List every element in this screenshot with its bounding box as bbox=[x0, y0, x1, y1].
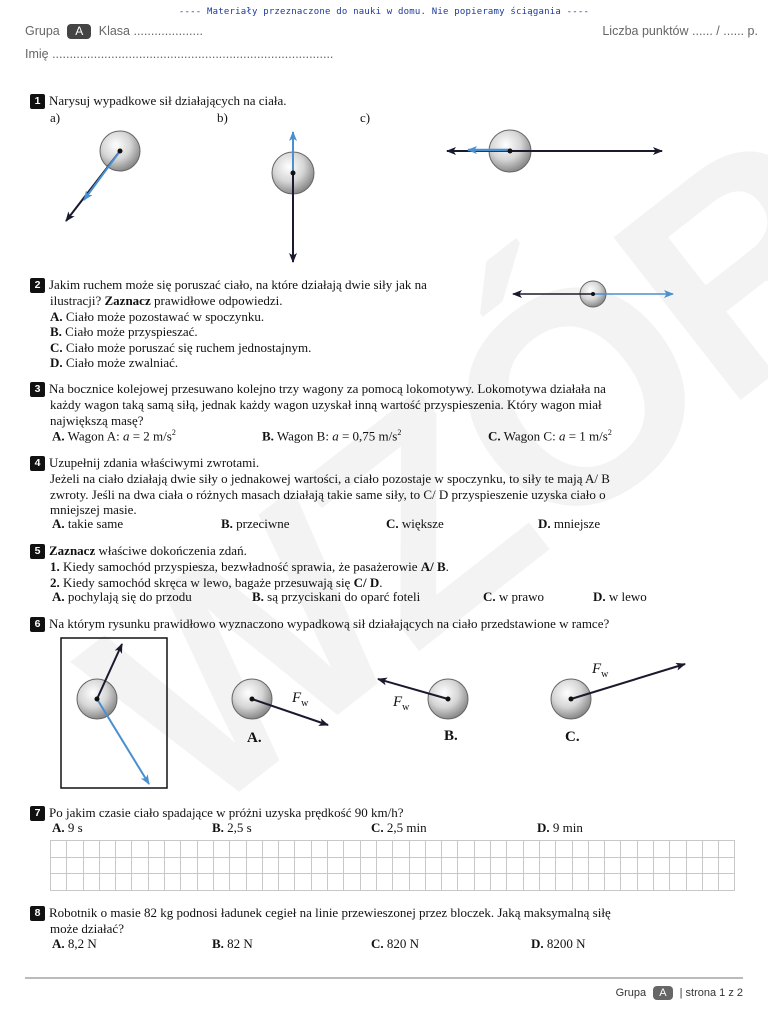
option-text: 9 s bbox=[64, 820, 83, 835]
question-2 bbox=[30, 277, 490, 371]
grid-cell[interactable] bbox=[132, 841, 148, 858]
option-letter: A. bbox=[52, 428, 65, 444]
question-number: 2 bbox=[30, 278, 45, 293]
grid-cell[interactable] bbox=[230, 857, 246, 874]
option-letter: D. bbox=[50, 355, 63, 370]
option-text: Wagon C: bbox=[500, 428, 559, 444]
grid-cell[interactable] bbox=[132, 857, 148, 874]
grid-cell[interactable] bbox=[523, 841, 539, 858]
question-text: Po jakim czasie ciało spadające w próżni uzyska prędkość 90 km/h? bbox=[49, 805, 404, 820]
grid-cell[interactable] bbox=[621, 857, 637, 874]
grid-cell[interactable] bbox=[442, 841, 458, 858]
q3-option-a[interactable] bbox=[52, 428, 176, 444]
force-symbol: F bbox=[292, 690, 302, 706]
option-d[interactable] bbox=[30, 355, 490, 371]
grid-cell[interactable] bbox=[279, 857, 295, 874]
question-text-line1: Jakim ruchem może się poruszać ciało, na które działają dwie siły jak na bbox=[49, 277, 427, 292]
grid-cell[interactable] bbox=[491, 874, 507, 891]
sentence-1 bbox=[30, 559, 750, 575]
group-badge: A bbox=[67, 24, 91, 39]
option-letter: D. bbox=[537, 820, 550, 835]
grid-cell[interactable] bbox=[588, 857, 604, 874]
option-text: pochylają się do przodu bbox=[64, 589, 192, 604]
option-letter: C. bbox=[371, 820, 384, 835]
grid-cell[interactable] bbox=[295, 874, 311, 891]
q1-label-b: b) bbox=[217, 110, 228, 125]
option-letter: D. bbox=[593, 589, 606, 604]
option-c[interactable] bbox=[30, 340, 490, 356]
option-text: Wagon A: bbox=[64, 428, 123, 444]
option-variable: a bbox=[122, 428, 130, 444]
grid-cell[interactable] bbox=[458, 841, 474, 858]
grid-cell[interactable] bbox=[213, 841, 229, 858]
option-text: 9 min bbox=[549, 820, 583, 835]
question-number: 4 bbox=[30, 456, 45, 471]
grid-cell[interactable] bbox=[393, 857, 409, 874]
grid-cell[interactable] bbox=[197, 857, 213, 874]
question-text-line3: zwroty. Jeśli na dwa ciała o różnych masach działają takie same siły, to C/ D przyspieszenie uzyska ciało o bbox=[50, 486, 606, 502]
question-text: właściwe dokończenia zdań. bbox=[95, 543, 247, 558]
q5-option-c[interactable] bbox=[483, 589, 544, 605]
q7-option-c[interactable] bbox=[371, 820, 427, 836]
grid-cell[interactable] bbox=[539, 841, 555, 858]
q4-option-d[interactable] bbox=[538, 516, 600, 532]
grid-row bbox=[51, 841, 735, 858]
q6-answer-b[interactable]: B. bbox=[444, 728, 458, 744]
q3-option-c[interactable] bbox=[488, 428, 612, 444]
grid-cell[interactable] bbox=[311, 874, 327, 891]
question-text-line2: Jeżeli na ciało działają dwie siły o jednakowej wartości, a ciało pozostaje w spoczynku, to siły te mają A/ B bbox=[50, 471, 610, 486]
grid-cell[interactable] bbox=[328, 857, 344, 874]
footer-group-label: Grupa bbox=[615, 987, 647, 999]
q1-figure-c bbox=[447, 130, 662, 172]
option-letter: A. bbox=[52, 516, 65, 531]
grid-cell[interactable] bbox=[393, 841, 409, 858]
option-letter: A. bbox=[52, 820, 65, 835]
grid-cell[interactable] bbox=[344, 874, 360, 891]
option-letter: B. bbox=[212, 820, 224, 835]
grid-cell[interactable] bbox=[132, 874, 148, 891]
question-number: 8 bbox=[30, 906, 45, 921]
q3-option-b[interactable] bbox=[262, 428, 401, 444]
grid-cell[interactable] bbox=[99, 857, 115, 874]
option-b[interactable] bbox=[30, 324, 490, 340]
grid-cell[interactable] bbox=[686, 841, 702, 858]
grid-cell[interactable] bbox=[458, 874, 474, 891]
grid-cell[interactable] bbox=[328, 874, 344, 891]
grid-cell[interactable] bbox=[181, 874, 197, 891]
sentence-end: . bbox=[379, 574, 383, 590]
q6-force-label-c bbox=[592, 661, 608, 680]
option-letter: C. bbox=[386, 516, 399, 531]
grid-cell[interactable] bbox=[442, 874, 458, 891]
grid-cell[interactable] bbox=[51, 841, 67, 858]
q6-answer-c[interactable]: C. bbox=[565, 729, 580, 745]
grid-cell[interactable] bbox=[556, 874, 572, 891]
grid-cell[interactable] bbox=[409, 857, 425, 874]
grid-cell[interactable] bbox=[670, 874, 686, 891]
page-number: | strona 1 z 2 bbox=[679, 987, 743, 999]
q1-figure-b bbox=[272, 132, 314, 262]
question-number: 3 bbox=[30, 382, 45, 397]
grid-cell[interactable] bbox=[376, 874, 392, 891]
question-text-line3: największą masę? bbox=[50, 412, 144, 428]
grid-cell[interactable] bbox=[230, 841, 246, 858]
sentence-2 bbox=[30, 575, 750, 591]
grid-cell[interactable] bbox=[637, 841, 653, 858]
question-text-line2: każdy wagon taką samą siłą, jednak każdy wagon uzyskał inną wartość przyspieszenia. Który wagon miał bbox=[50, 397, 602, 412]
option-text: 2,5 s bbox=[223, 820, 252, 835]
option-exponent: 2 bbox=[171, 428, 176, 437]
q4-option-b[interactable] bbox=[221, 516, 290, 532]
grid-cell[interactable] bbox=[556, 857, 572, 874]
grid-cell[interactable] bbox=[491, 857, 507, 874]
option-letter: A. bbox=[52, 936, 65, 951]
grid-cell[interactable] bbox=[246, 874, 262, 891]
question-text-line1: Robotnik o masie 82 kg podnosi ładunek cegieł na linie przewieszonej przez bloczek. Jaką maksymalną siłę bbox=[49, 905, 611, 920]
grid-cell[interactable] bbox=[344, 841, 360, 858]
sentence-number: 1. bbox=[50, 559, 60, 574]
q5-option-d[interactable] bbox=[593, 589, 647, 605]
question-text: Na którym rysunku prawidłowo wyznaczono wypadkową sił działających na ciało przedstawione w ramce? bbox=[49, 616, 610, 631]
question-number: 1 bbox=[30, 94, 45, 109]
option-text: 8200 N bbox=[543, 936, 586, 951]
option-value: = 1 m/s bbox=[565, 428, 608, 444]
grid-cell[interactable] bbox=[197, 874, 213, 891]
q1-label-a: a) bbox=[50, 110, 61, 125]
grid-cell[interactable] bbox=[637, 857, 653, 874]
grid-cell[interactable] bbox=[67, 874, 83, 891]
sentence-end: . bbox=[445, 559, 449, 574]
grid-cell[interactable] bbox=[686, 857, 702, 874]
grid-cell[interactable] bbox=[116, 857, 132, 874]
question-number: 6 bbox=[30, 617, 45, 632]
grid-cell[interactable] bbox=[539, 874, 555, 891]
grid-cell[interactable] bbox=[246, 841, 262, 858]
option-exponent: 2 bbox=[397, 428, 402, 437]
option-text: 82 N bbox=[223, 936, 253, 951]
option-text: w prawo bbox=[495, 589, 545, 604]
grid-cell[interactable] bbox=[148, 841, 164, 858]
grid-cell[interactable] bbox=[148, 857, 164, 874]
option-variable: a bbox=[558, 428, 566, 444]
grid-cell[interactable] bbox=[442, 857, 458, 874]
question-text-line2: może działać? bbox=[50, 921, 124, 936]
answer-grid[interactable] bbox=[50, 840, 735, 891]
grid-cell[interactable] bbox=[523, 874, 539, 891]
grid-cell[interactable] bbox=[328, 841, 344, 858]
name-field: Imię ................................................................................. bbox=[25, 47, 334, 61]
grid-cell[interactable] bbox=[670, 857, 686, 874]
grid-cell[interactable] bbox=[99, 874, 115, 891]
q8-option-b[interactable] bbox=[212, 936, 253, 952]
grid-cell[interactable] bbox=[165, 857, 181, 874]
grid-cell[interactable] bbox=[588, 841, 604, 858]
grid-cell[interactable] bbox=[425, 857, 441, 874]
grid-cell[interactable] bbox=[197, 841, 213, 858]
option-text: takie same bbox=[64, 516, 124, 531]
option-text: są przyciskani do oparć foteli bbox=[263, 589, 421, 604]
group-label: Grupa bbox=[25, 24, 60, 38]
option-value: = 2 m/s bbox=[129, 428, 172, 444]
grid-cell[interactable] bbox=[262, 841, 278, 858]
grid-row bbox=[51, 857, 735, 874]
grid-cell[interactable] bbox=[491, 841, 507, 858]
option-variable: a bbox=[332, 428, 339, 444]
grid-cell[interactable] bbox=[572, 857, 588, 874]
q7-option-d[interactable] bbox=[537, 820, 583, 836]
grid-cell[interactable] bbox=[409, 841, 425, 858]
option-letter: D. bbox=[531, 936, 544, 951]
grid-cell[interactable] bbox=[474, 874, 490, 891]
grid-cell[interactable] bbox=[393, 874, 409, 891]
footer bbox=[616, 986, 743, 1000]
option-letter: A. bbox=[50, 308, 63, 324]
option-text: mniejsze bbox=[550, 516, 601, 531]
grid-cell[interactable] bbox=[360, 874, 376, 891]
grid-cell[interactable] bbox=[507, 857, 523, 874]
top-note: ---- Materiały przeznaczone do nauki w domu. Nie popieramy ściągania ---- bbox=[178, 7, 590, 17]
grid-cell[interactable] bbox=[523, 857, 539, 874]
grid-cell[interactable] bbox=[230, 874, 246, 891]
q6-framed-figure bbox=[61, 638, 167, 788]
sentence-text: Kiedy samochód skręca w lewo, bagaże przesuwają się bbox=[59, 574, 354, 590]
class-label: Klasa .................... bbox=[98, 24, 203, 38]
grid-cell[interactable] bbox=[83, 841, 99, 858]
question-text-line1: Uzupełnij zdania właściwymi zwrotami. bbox=[49, 455, 260, 470]
option-text: Ciało może poruszać się ruchem jednostajnym. bbox=[62, 339, 312, 355]
grid-cell[interactable] bbox=[572, 841, 588, 858]
grid-cell[interactable] bbox=[51, 874, 67, 891]
q6-figure-a bbox=[232, 679, 328, 725]
grid-cell[interactable] bbox=[588, 874, 604, 891]
option-text: 2,5 min bbox=[383, 820, 427, 835]
question-text-line2: ilustracji? bbox=[50, 293, 105, 308]
force-subscript: w bbox=[402, 702, 410, 713]
q8-option-c[interactable] bbox=[371, 936, 419, 952]
force-subscript: w bbox=[601, 669, 609, 680]
q6-force-label-b bbox=[393, 694, 409, 713]
grid-cell[interactable] bbox=[116, 841, 132, 858]
option-text: Ciało może zwalniać. bbox=[62, 355, 179, 370]
q7-option-b[interactable] bbox=[212, 820, 252, 836]
grid-cell[interactable] bbox=[409, 874, 425, 891]
grid-cell[interactable] bbox=[702, 857, 718, 874]
grid-cell[interactable] bbox=[344, 857, 360, 874]
answer-grid-table[interactable] bbox=[50, 840, 735, 891]
grid-cell[interactable] bbox=[165, 841, 181, 858]
force-symbol: F bbox=[592, 661, 602, 677]
grid-cell[interactable] bbox=[376, 857, 392, 874]
q1-figure-a bbox=[66, 131, 140, 221]
option-letter: C. bbox=[371, 936, 384, 951]
grid-cell[interactable] bbox=[279, 874, 295, 891]
instruction-keyword: Zaznacz bbox=[49, 543, 96, 558]
grid-cell[interactable] bbox=[165, 874, 181, 891]
sentence-choice: C/ D bbox=[353, 574, 380, 590]
grid-cell[interactable] bbox=[686, 874, 702, 891]
sentence-text: Kiedy samochód przyspiesza, bezwładność sprawia, że pasażerowie bbox=[59, 559, 421, 574]
question-text-line1: Na bocznice kolejowej przesuwano kolejno trzy wagony za pomocą lokomotywy. Lokomotywa działała na bbox=[49, 381, 606, 396]
grid-cell[interactable] bbox=[653, 874, 669, 891]
q7-option-a[interactable] bbox=[52, 820, 83, 836]
grid-cell[interactable] bbox=[181, 841, 197, 858]
option-letter: B. bbox=[252, 589, 264, 604]
grid-cell[interactable] bbox=[360, 841, 376, 858]
points-field: Liczba punktów ...... / ...... p. bbox=[602, 24, 758, 38]
option-value: = 0,75 m/s bbox=[338, 428, 398, 444]
question-8 bbox=[30, 905, 750, 937]
grid-cell[interactable] bbox=[653, 857, 669, 874]
grid-cell[interactable] bbox=[556, 841, 572, 858]
question-6 bbox=[30, 616, 750, 632]
option-text: większe bbox=[398, 516, 444, 531]
force-subscript: w bbox=[301, 698, 309, 709]
question-7 bbox=[30, 805, 750, 821]
grid-cell[interactable] bbox=[425, 874, 441, 891]
grid-cell[interactable] bbox=[702, 841, 718, 858]
q6-figure-c bbox=[551, 664, 685, 719]
grid-cell[interactable] bbox=[719, 874, 735, 891]
option-text: 8,2 N bbox=[64, 936, 97, 951]
option-letter: C. bbox=[50, 339, 63, 355]
question-text: Narysuj wypadkowe sił działających na ciała. bbox=[49, 93, 287, 108]
question-3 bbox=[30, 381, 750, 428]
q5-option-b[interactable] bbox=[252, 589, 420, 605]
q4-option-a[interactable] bbox=[52, 516, 123, 532]
q2-figure bbox=[513, 281, 673, 307]
grid-cell[interactable] bbox=[653, 841, 669, 858]
grid-cell[interactable] bbox=[458, 857, 474, 874]
question-4 bbox=[30, 455, 750, 518]
grid-cell[interactable] bbox=[425, 841, 441, 858]
q8-option-a[interactable] bbox=[52, 936, 97, 952]
grid-cell[interactable] bbox=[719, 841, 735, 858]
grid-cell[interactable] bbox=[360, 857, 376, 874]
grid-cell[interactable] bbox=[67, 841, 83, 858]
grid-cell[interactable] bbox=[213, 874, 229, 891]
grid-cell[interactable] bbox=[83, 857, 99, 874]
grid-cell[interactable] bbox=[507, 841, 523, 858]
grid-cell[interactable] bbox=[702, 874, 718, 891]
grid-cell[interactable] bbox=[605, 857, 621, 874]
grid-cell[interactable] bbox=[605, 841, 621, 858]
grid-row bbox=[51, 874, 735, 891]
grid-cell[interactable] bbox=[719, 857, 735, 874]
grid-cell[interactable] bbox=[474, 857, 490, 874]
grid-cell[interactable] bbox=[311, 857, 327, 874]
grid-cell[interactable] bbox=[605, 874, 621, 891]
sentence-choice: A/ B bbox=[420, 559, 446, 574]
option-letter: B. bbox=[262, 428, 274, 444]
grid-cell[interactable] bbox=[670, 841, 686, 858]
grid-cell[interactable] bbox=[572, 874, 588, 891]
option-text: 820 N bbox=[383, 936, 420, 951]
question-number: 7 bbox=[30, 806, 45, 821]
grid-cell[interactable] bbox=[279, 841, 295, 858]
q6-force-label-a bbox=[292, 690, 308, 709]
grid-cell[interactable] bbox=[376, 841, 392, 858]
option-text: w lewo bbox=[605, 589, 647, 604]
grid-cell[interactable] bbox=[295, 841, 311, 858]
option-letter: D. bbox=[538, 516, 551, 531]
sentence-number: 2. bbox=[50, 574, 60, 590]
option-text: przeciwne bbox=[232, 516, 290, 531]
q1-label-c: c) bbox=[360, 110, 371, 125]
grid-cell[interactable] bbox=[474, 841, 490, 858]
option-letter: B. bbox=[221, 516, 233, 531]
option-text: Ciało może przyspieszać. bbox=[61, 324, 198, 339]
q8-option-d[interactable] bbox=[531, 936, 586, 952]
question-number: 5 bbox=[30, 544, 45, 559]
force-symbol: F bbox=[393, 694, 403, 710]
q6-figure-b bbox=[378, 679, 468, 719]
question-text-line4: mniejszej masie. bbox=[50, 502, 137, 517]
grid-cell[interactable] bbox=[213, 857, 229, 874]
grid-cell[interactable] bbox=[295, 857, 311, 874]
q5-option-a[interactable] bbox=[52, 589, 192, 605]
grid-cell[interactable] bbox=[262, 874, 278, 891]
option-text: Wagon B: bbox=[273, 428, 333, 444]
grid-cell[interactable] bbox=[539, 857, 555, 874]
q6-answer-a[interactable]: A. bbox=[247, 730, 262, 746]
grid-cell[interactable] bbox=[51, 857, 67, 874]
footer-group-badge: A bbox=[653, 986, 672, 1000]
option-letter: B. bbox=[212, 936, 224, 951]
grid-cell[interactable] bbox=[311, 841, 327, 858]
grid-cell[interactable] bbox=[148, 874, 164, 891]
grid-cell[interactable] bbox=[83, 874, 99, 891]
grid-cell[interactable] bbox=[507, 874, 523, 891]
instruction-keyword: Zaznacz bbox=[104, 293, 151, 308]
grid-cell[interactable] bbox=[262, 857, 278, 874]
option-letter: B. bbox=[50, 324, 62, 339]
grid-cell[interactable] bbox=[181, 857, 197, 874]
question-5 bbox=[30, 543, 750, 590]
q4-option-c[interactable] bbox=[386, 516, 444, 532]
option-a[interactable] bbox=[30, 309, 490, 325]
grid-cell[interactable] bbox=[99, 841, 115, 858]
option-letter: A. bbox=[52, 589, 65, 604]
option-letter: C. bbox=[483, 589, 496, 604]
grid-cell[interactable] bbox=[116, 874, 132, 891]
grid-cell[interactable] bbox=[621, 841, 637, 858]
option-text: Ciało może pozostawać w spoczynku. bbox=[62, 308, 265, 324]
grid-cell[interactable] bbox=[637, 874, 653, 891]
grid-cell[interactable] bbox=[67, 857, 83, 874]
option-letter: C. bbox=[488, 428, 501, 444]
grid-cell[interactable] bbox=[621, 874, 637, 891]
option-exponent: 2 bbox=[607, 428, 612, 437]
grid-cell[interactable] bbox=[246, 857, 262, 874]
question-text-line2-end: prawidłowe odpowiedzi. bbox=[150, 293, 283, 308]
